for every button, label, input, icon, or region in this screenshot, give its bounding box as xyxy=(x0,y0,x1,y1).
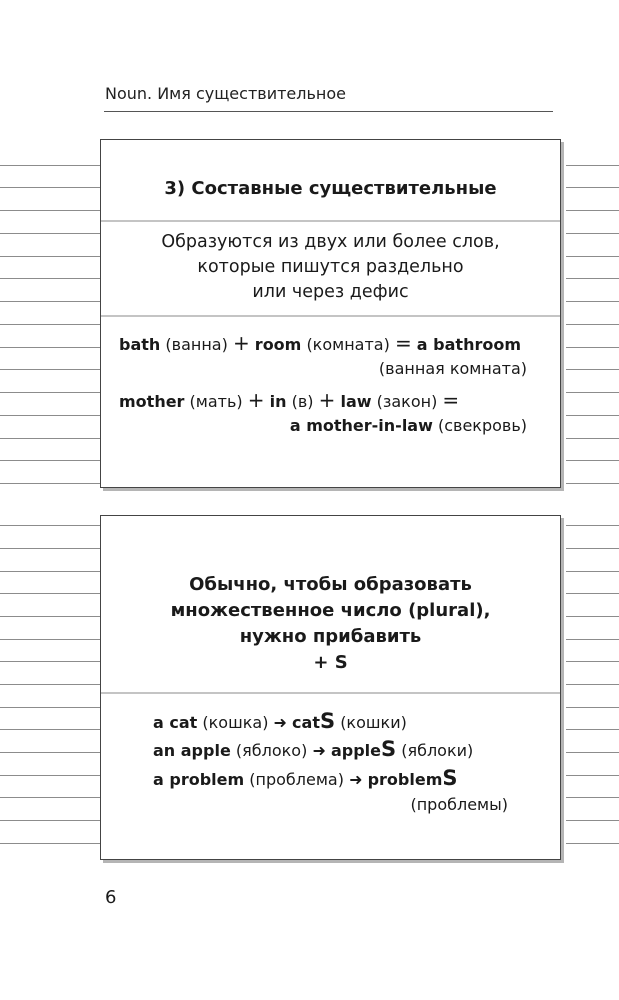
ruled-lines-left-bottom xyxy=(0,515,100,860)
ruled-lines-right-top xyxy=(566,140,619,485)
example-bathroom-translation: (ванная комната) xyxy=(378,359,527,378)
plural-rule-title: Обычно, чтобы образовать множественное число (plural), нужно прибавить + S xyxy=(170,574,491,673)
example-mother-in-law-result: a mother-in-law (свекровь) xyxy=(289,416,527,435)
ruled-lines-right-bottom xyxy=(566,515,619,860)
plural-example-problem: a problem (проблема) ➜ problemS xyxy=(153,766,458,790)
arrow-icon: ➜ xyxy=(349,770,363,789)
card1-separator-top xyxy=(101,220,560,222)
card2-separator xyxy=(101,692,560,694)
arrow-icon: ➜ xyxy=(312,741,326,760)
example-mother-in-law: mother (мать) + in (в) + law (закон) = xyxy=(119,388,460,412)
running-header: Noun. Имя существительное xyxy=(105,84,346,103)
plural-example-problem-translation: (проблемы) xyxy=(410,795,508,814)
plural-rule-card xyxy=(100,515,561,860)
arrow-icon: ➜ xyxy=(273,713,287,732)
compound-nouns-description: Образуются из двух или более слов, которые пишутся раздельно или через дефис xyxy=(161,232,500,302)
plural-example-cat: a cat (кошка) ➜ catS (кошки) xyxy=(153,709,407,733)
plural-example-apple: an apple (яблоко) ➜ appleS (яблоки) xyxy=(153,737,474,761)
header-rule xyxy=(104,111,553,112)
compound-nouns-title: 3) Составные существительные xyxy=(164,178,497,199)
page-number: 6 xyxy=(105,887,117,908)
ruled-lines-left-top xyxy=(0,140,100,485)
compound-nouns-card xyxy=(100,139,561,488)
card1-separator-bottom xyxy=(101,315,560,317)
example-bathroom: bath (ванна) + room (комната) = a bathroom xyxy=(119,331,521,355)
